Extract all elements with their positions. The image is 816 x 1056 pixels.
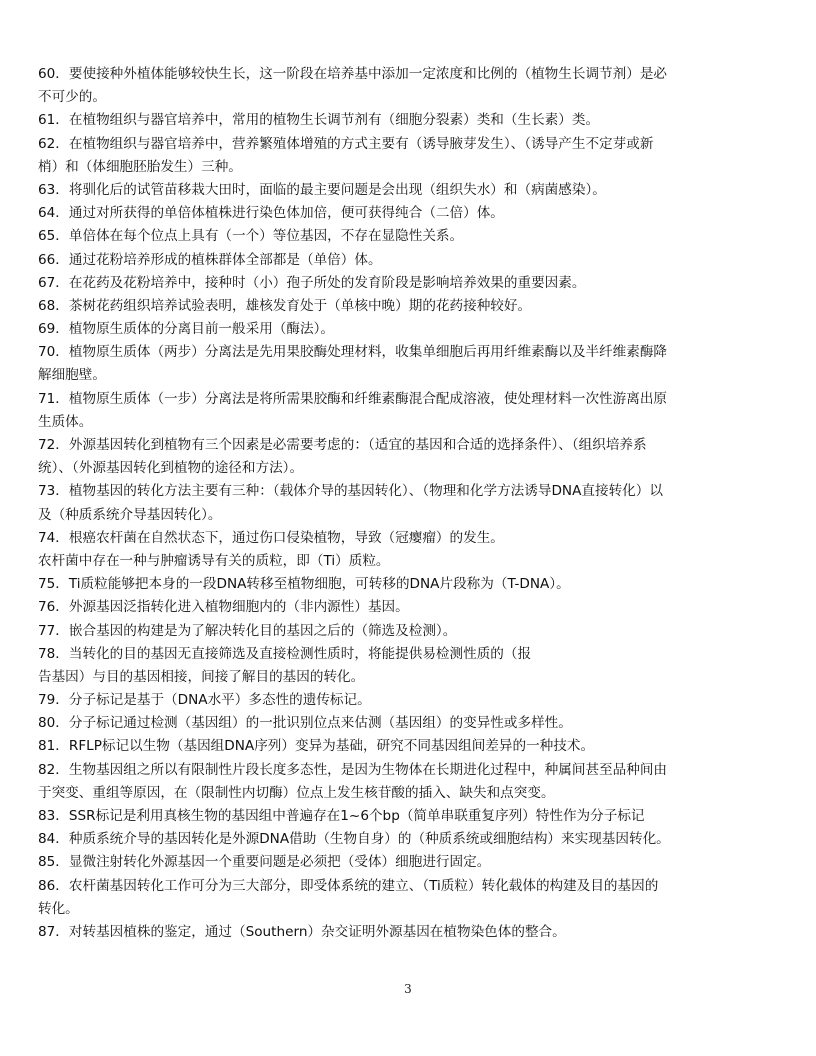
text-line: 60．要使接种外植体能够较快生长，这一阶段在培养基中添加一定浓度和比例的（植物生长调节剂）是必 [38, 66, 668, 82]
text-line: 告基因）与目的基因相接，间接了解目的基因的转化。 [38, 668, 365, 685]
text-line: 76．外源基因泛指转化进入植物细胞内的（非内源性）基因。 [38, 599, 409, 616]
text-line: 65．单倍体在每个位点上具有（一个）等位基因，不存在显隐性关系。 [38, 228, 464, 245]
text-line: 75．Ti质粒能够把本身的一段DNA转移至植物细胞，可转移的DNA片段称为（T-DNA）。 [38, 576, 570, 593]
text-line: 82．生物基因组之所以有限制性片段长度多态性，是因为生物体在长期进化过程中，种属间甚至品种间由 [38, 761, 668, 778]
text-line: 80．分子标记通过检测（基因组）的一批识别位点来估测（基因组）的变异性或多样性。 [38, 715, 572, 732]
text-line: 74．根癌农杆菌在自然状态下，通过伤口侵染植物，导致（冠瘿瘤）的发生。 [38, 529, 504, 546]
text-line: 69．植物原生质体的分离目前一般采用（酶法）。 [38, 321, 334, 338]
text-line: 73．植物基因的转化方法主要有三种：（载体介导的基因转化）、（物理和化学方法诱导DNA直接转化）以 [38, 483, 663, 500]
text-line: 生质体。 [38, 413, 93, 430]
text-line: 77．嵌合基因的构建是为了解决转化目的基因之后的（筛选及检测）。 [38, 622, 457, 639]
text-line: 84．种质系统介导的基因转化是外源DNA借助（生物自身）的（种质系统或细胞结构）来实现基因转化。 [38, 831, 670, 848]
text-line: 67．在花药及花粉培养中，接种时（小）孢子所处的发育阶段是影响培养效果的重要因素。 [38, 274, 586, 291]
text-line: 85．显微注射转化外源基因一个重要问题是必须把（受体）细胞进行固定。 [38, 854, 491, 871]
page-number: 3 [404, 982, 412, 996]
text-line: 农杆菌中存在一种与肿瘤诱导有关的质粒，即（Ti）质粒。 [38, 552, 390, 569]
text-line: 转化。 [38, 900, 79, 917]
text-line: 63．将驯化后的试管苗移栽大田时，面临的最主要问题是会出现（组织失水）和（病菌感染）。 [38, 181, 606, 198]
text-line: 解细胞壁。 [38, 367, 106, 384]
text-line: 64．通过对所获得的单倍体植株进行染色体加倍，便可获得纯合（二倍）体。 [38, 205, 504, 222]
text-line: 83．SSR标记是利用真核生物的基因组中普遍存在1~6个bp（简单串联重复序列）特性作为分子标记 [38, 808, 645, 824]
text-line: 62．在植物组织与器官培养中，营养繁殖体增殖的方式主要有（诱导腋芽发生）、（诱导产生不定芽或新 [38, 135, 654, 152]
text-line: 72．外源基因转化到植物有三个因素是必需要考虑的：（适宜的基因和合适的选择条件）、（组织培养系 [38, 437, 647, 453]
text-line: 79．分子标记是基于（DNA水平）多态性的遗传标记。 [38, 692, 371, 709]
text-line: 71．植物原生质体（一步）分离法是将所需果胶酶和纤维素酶混合配成溶液，使处理材料一次性游离出原 [38, 390, 668, 407]
text-body [38, 63, 780, 944]
text-line: 87．对转基因植株的鉴定，通过（Southern）杂交证明外源基因在植物染色体的整合。 [38, 923, 566, 940]
text-line: 68．茶树花药组织培养试验表明，雄核发育处于（单核中晚）期的花药接种较好。 [38, 297, 532, 314]
text-line: 统）、（外源基因转化到植物的途径和方法）。 [38, 460, 304, 477]
text-line: 86．农杆菌基因转化工作可分为三大部分，即受体系统的建立、（Ti质粒）转化载体的构建及目的基因的 [38, 877, 659, 894]
text-line: 78．当转化的目的基因无直接筛选及直接检测性质时，将能提供易检测性质的（报 [38, 645, 532, 662]
text-line: 不可少的。 [38, 89, 106, 106]
text-line: 70．植物原生质体（两步）分离法是先用果胶酶处理材料，收集单细胞后再用纤维素酶以及半纤维素酶降 [38, 344, 668, 361]
text-line: 梢）和（体细胞胚胎发生）三种。 [38, 158, 242, 175]
text-line: 及（种质系统介导基因转化）。 [38, 506, 222, 523]
text-line: 61．在植物组织与器官培养中，常用的植物生长调节剂有（细胞分裂素）类和（生长素）类。 [38, 112, 600, 129]
text-line: 66．通过花粉培养形成的植株群体全部都是（单倍）体。 [38, 251, 382, 268]
text-line: 81．RFLP标记以生物（基因组DNA序列）变异为基础，研究不同基因组间差异的一种技术。 [38, 738, 595, 755]
text-line: 于突变、重组等原因，在（限制性内切酶）位点上发生核苷酸的插入、缺失和点突变。 [38, 784, 555, 801]
